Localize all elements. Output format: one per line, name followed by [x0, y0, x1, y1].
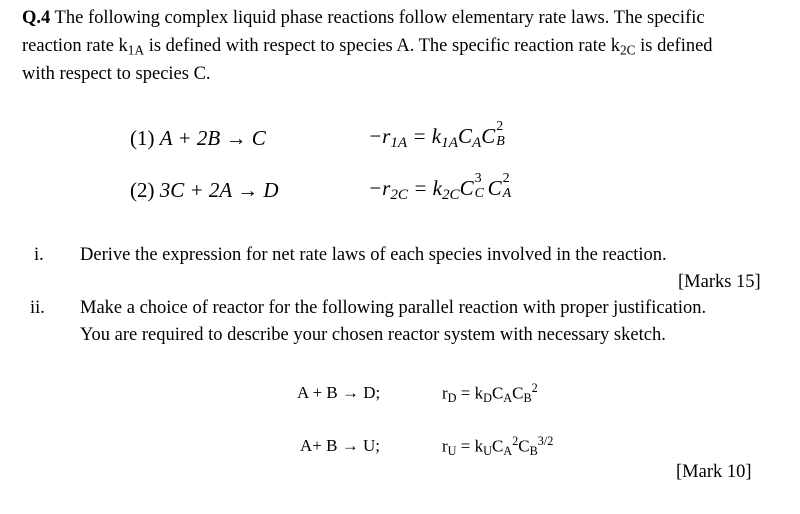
rate-law-2: $-r_{2C} = k_{2C}C$ 3 C C 2 A [368, 170, 512, 204]
question-number: Q.4 [22, 8, 51, 28]
parallel-reaction-2: A+ B → U; [300, 436, 380, 455]
question-line-1: Q.4 The following complex liquid phase reactions follow elementary rate laws. The specific [22, 8, 705, 28]
question-line-2: reaction rate $k_{1A}$ is defined with respect to species A. The specific reaction rate $k_{2C}$ is defined [22, 36, 713, 58]
parallel-reaction-1: A + B → D; [297, 383, 381, 402]
item-ii-marks: [Mark 10] [676, 462, 752, 482]
question-line-3: with respect to species C. [22, 64, 211, 84]
item-ii-numeral: ii. [30, 298, 45, 318]
parallel-rate-1: $r_D = k_DC_AC_B^2$ [442, 381, 538, 406]
item-ii-text-1: Make a choice of reactor for the following parallel reaction with proper justification. [80, 298, 707, 318]
rate-law-1: $-r_{1A} = k_{1A}C_AC$ 2 B [368, 118, 505, 152]
reaction-1: (1) A + 2B → C [130, 126, 266, 150]
item-ii-text-2: You are required to describe your chosen reactor system with necessary sketch. [80, 325, 666, 345]
item-i-marks: [Marks 15] [678, 272, 761, 292]
item-i-text: Derive the expression for net rate laws of each species involved in the reaction. [80, 245, 667, 265]
item-i-numeral: i. [34, 245, 44, 265]
parallel-rate-2: $r_U = k_UC_A^2C_B^{3/2}$ [442, 434, 554, 459]
reaction-2: (2) 3C + 2A → D [130, 178, 279, 202]
